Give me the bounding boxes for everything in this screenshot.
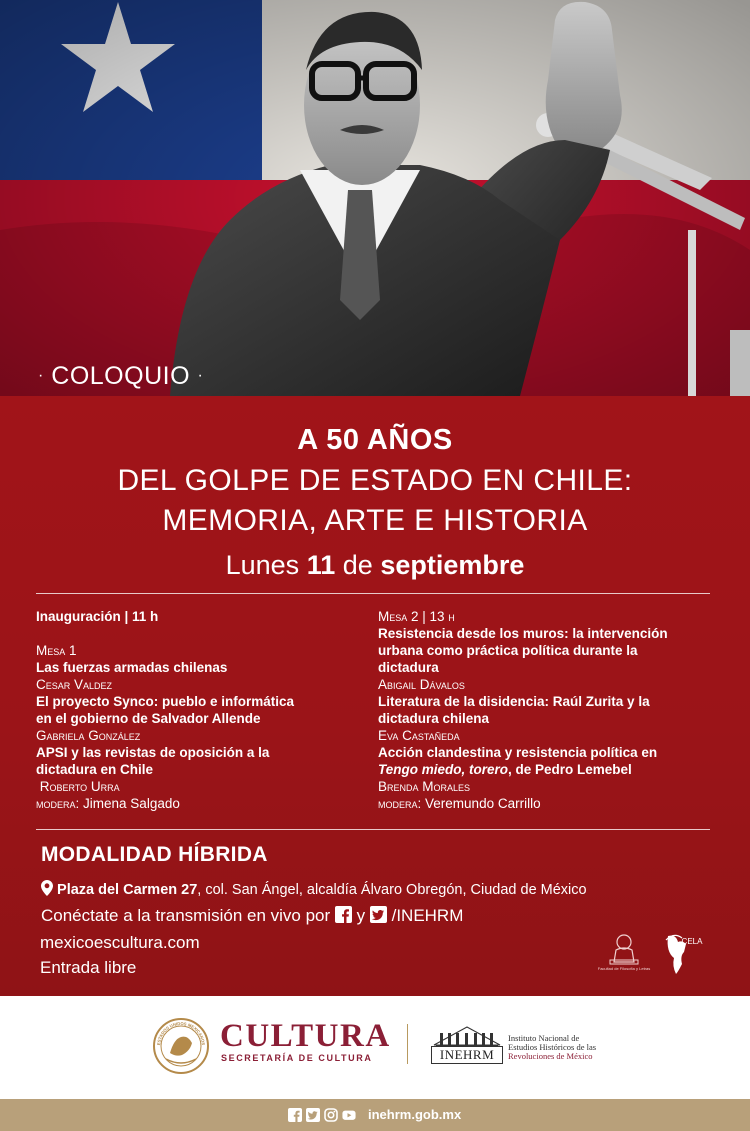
talk-title-cont: dictadura bbox=[378, 660, 439, 675]
moderator-line: modera: Jimena Salgado bbox=[36, 796, 180, 811]
talk-title: Las fuerzas armadas chilenas bbox=[36, 660, 228, 675]
event-title-line2: DEL GOLPE DE ESTADO EN CHILE: bbox=[117, 464, 633, 497]
talk-title-cont: urbana como práctica política durante la bbox=[378, 643, 638, 658]
talk-title: Literatura de la disidencia: Raúl Zurita y la bbox=[378, 694, 650, 709]
talk-title: El proyecto Synco: pueblo e informática bbox=[36, 694, 295, 709]
event-title-line3: MEMORIA, ARTE E HISTORIA bbox=[162, 504, 588, 537]
entry-free: Entrada libre bbox=[40, 958, 137, 977]
program-right-column bbox=[378, 608, 718, 812]
talk-speaker: Brenda Morales bbox=[378, 779, 471, 794]
twitter-icon[interactable] bbox=[306, 1108, 320, 1122]
hero-image bbox=[0, 0, 750, 396]
event-date: Lunes 11 de septiembre bbox=[225, 550, 525, 580]
talk-title-cont: dictadura chilena bbox=[378, 711, 490, 726]
cultura-wordmark: CULTURA bbox=[220, 1018, 391, 1054]
twitter-icon[interactable] bbox=[370, 906, 387, 923]
svg-text:Facultad de Filosofía y Letras: Facultad de Filosofía y Letras bbox=[597, 966, 651, 971]
facebook-icon[interactable] bbox=[288, 1108, 302, 1122]
talk-title: APSI y las revistas de oposición a la bbox=[36, 745, 270, 760]
talk-title-cont: dictadura en Chile bbox=[36, 762, 154, 777]
panel-1-label: Mesa 1 bbox=[36, 643, 77, 658]
event-title-line1: A 50 AÑOS bbox=[297, 424, 453, 456]
venue-address: Plaza del Carmen 27, col. San Ángel, alcaldía Álvaro Obregón, Ciudad de México bbox=[41, 880, 587, 898]
mexico-seal-logo bbox=[152, 1017, 210, 1075]
program-left-column bbox=[36, 608, 356, 812]
moderator-line: modera: Veremundo Carrillo bbox=[378, 796, 541, 811]
footer-website-link[interactable]: inehrm.gob.mx bbox=[368, 1107, 462, 1122]
inehrm-wordmark: INEHRM bbox=[431, 1046, 503, 1064]
modality-heading: MODALIDAD HÍBRIDA bbox=[41, 843, 268, 866]
talk-title: Resistencia desde los muros: la intervención bbox=[378, 626, 668, 641]
ffyl-logo bbox=[597, 930, 651, 976]
divider-bottom bbox=[36, 829, 710, 830]
svg-text:ESTADOS UNIDOS MEXICANOS: ESTADOS UNIDOS MEXICANOS bbox=[155, 1020, 207, 1046]
svg-text:CELA: CELA bbox=[681, 937, 703, 946]
secretaria-label: SECRETARÍA DE CULTURA bbox=[221, 1053, 373, 1063]
youtube-icon[interactable] bbox=[342, 1108, 356, 1122]
website-link[interactable]: mexicoescultura.com bbox=[40, 933, 200, 952]
logo-separator bbox=[407, 1024, 408, 1064]
instagram-icon[interactable] bbox=[324, 1108, 338, 1122]
talk-speaker: Cesar Valdez bbox=[36, 677, 113, 692]
inauguration-label: Inauguración | 11 h bbox=[36, 609, 159, 624]
talk-speaker: Eva Castañeda bbox=[378, 728, 460, 743]
talk-title-cont: Tengo miedo, torero, de Pedro Lemebel bbox=[378, 762, 632, 777]
inehrm-description: Instituto Nacional de Estudios Históricos de las Revoluciones de México bbox=[508, 1033, 597, 1061]
live-stream-line: Conéctate a la transmisión en vivo por y /INEHRM bbox=[41, 906, 464, 925]
coloquio-label: · COLOQUIO · bbox=[38, 362, 204, 390]
cela-logo bbox=[660, 930, 706, 976]
talk-speaker: Gabriela González bbox=[36, 728, 141, 743]
panel-2-label: Mesa 2 | 13 h bbox=[378, 609, 455, 624]
hero-illustration bbox=[0, 0, 750, 396]
talk-speaker: Roberto Urra bbox=[36, 779, 120, 794]
talk-title: Acción clandestina y resistencia política en bbox=[378, 745, 658, 760]
facebook-icon[interactable] bbox=[335, 906, 352, 923]
talk-title-cont: en el gobierno de Salvador Allende bbox=[36, 711, 261, 726]
talk-speaker: Abigail Dávalos bbox=[378, 677, 465, 692]
map-pin-icon bbox=[41, 880, 53, 896]
divider-top bbox=[36, 593, 710, 594]
